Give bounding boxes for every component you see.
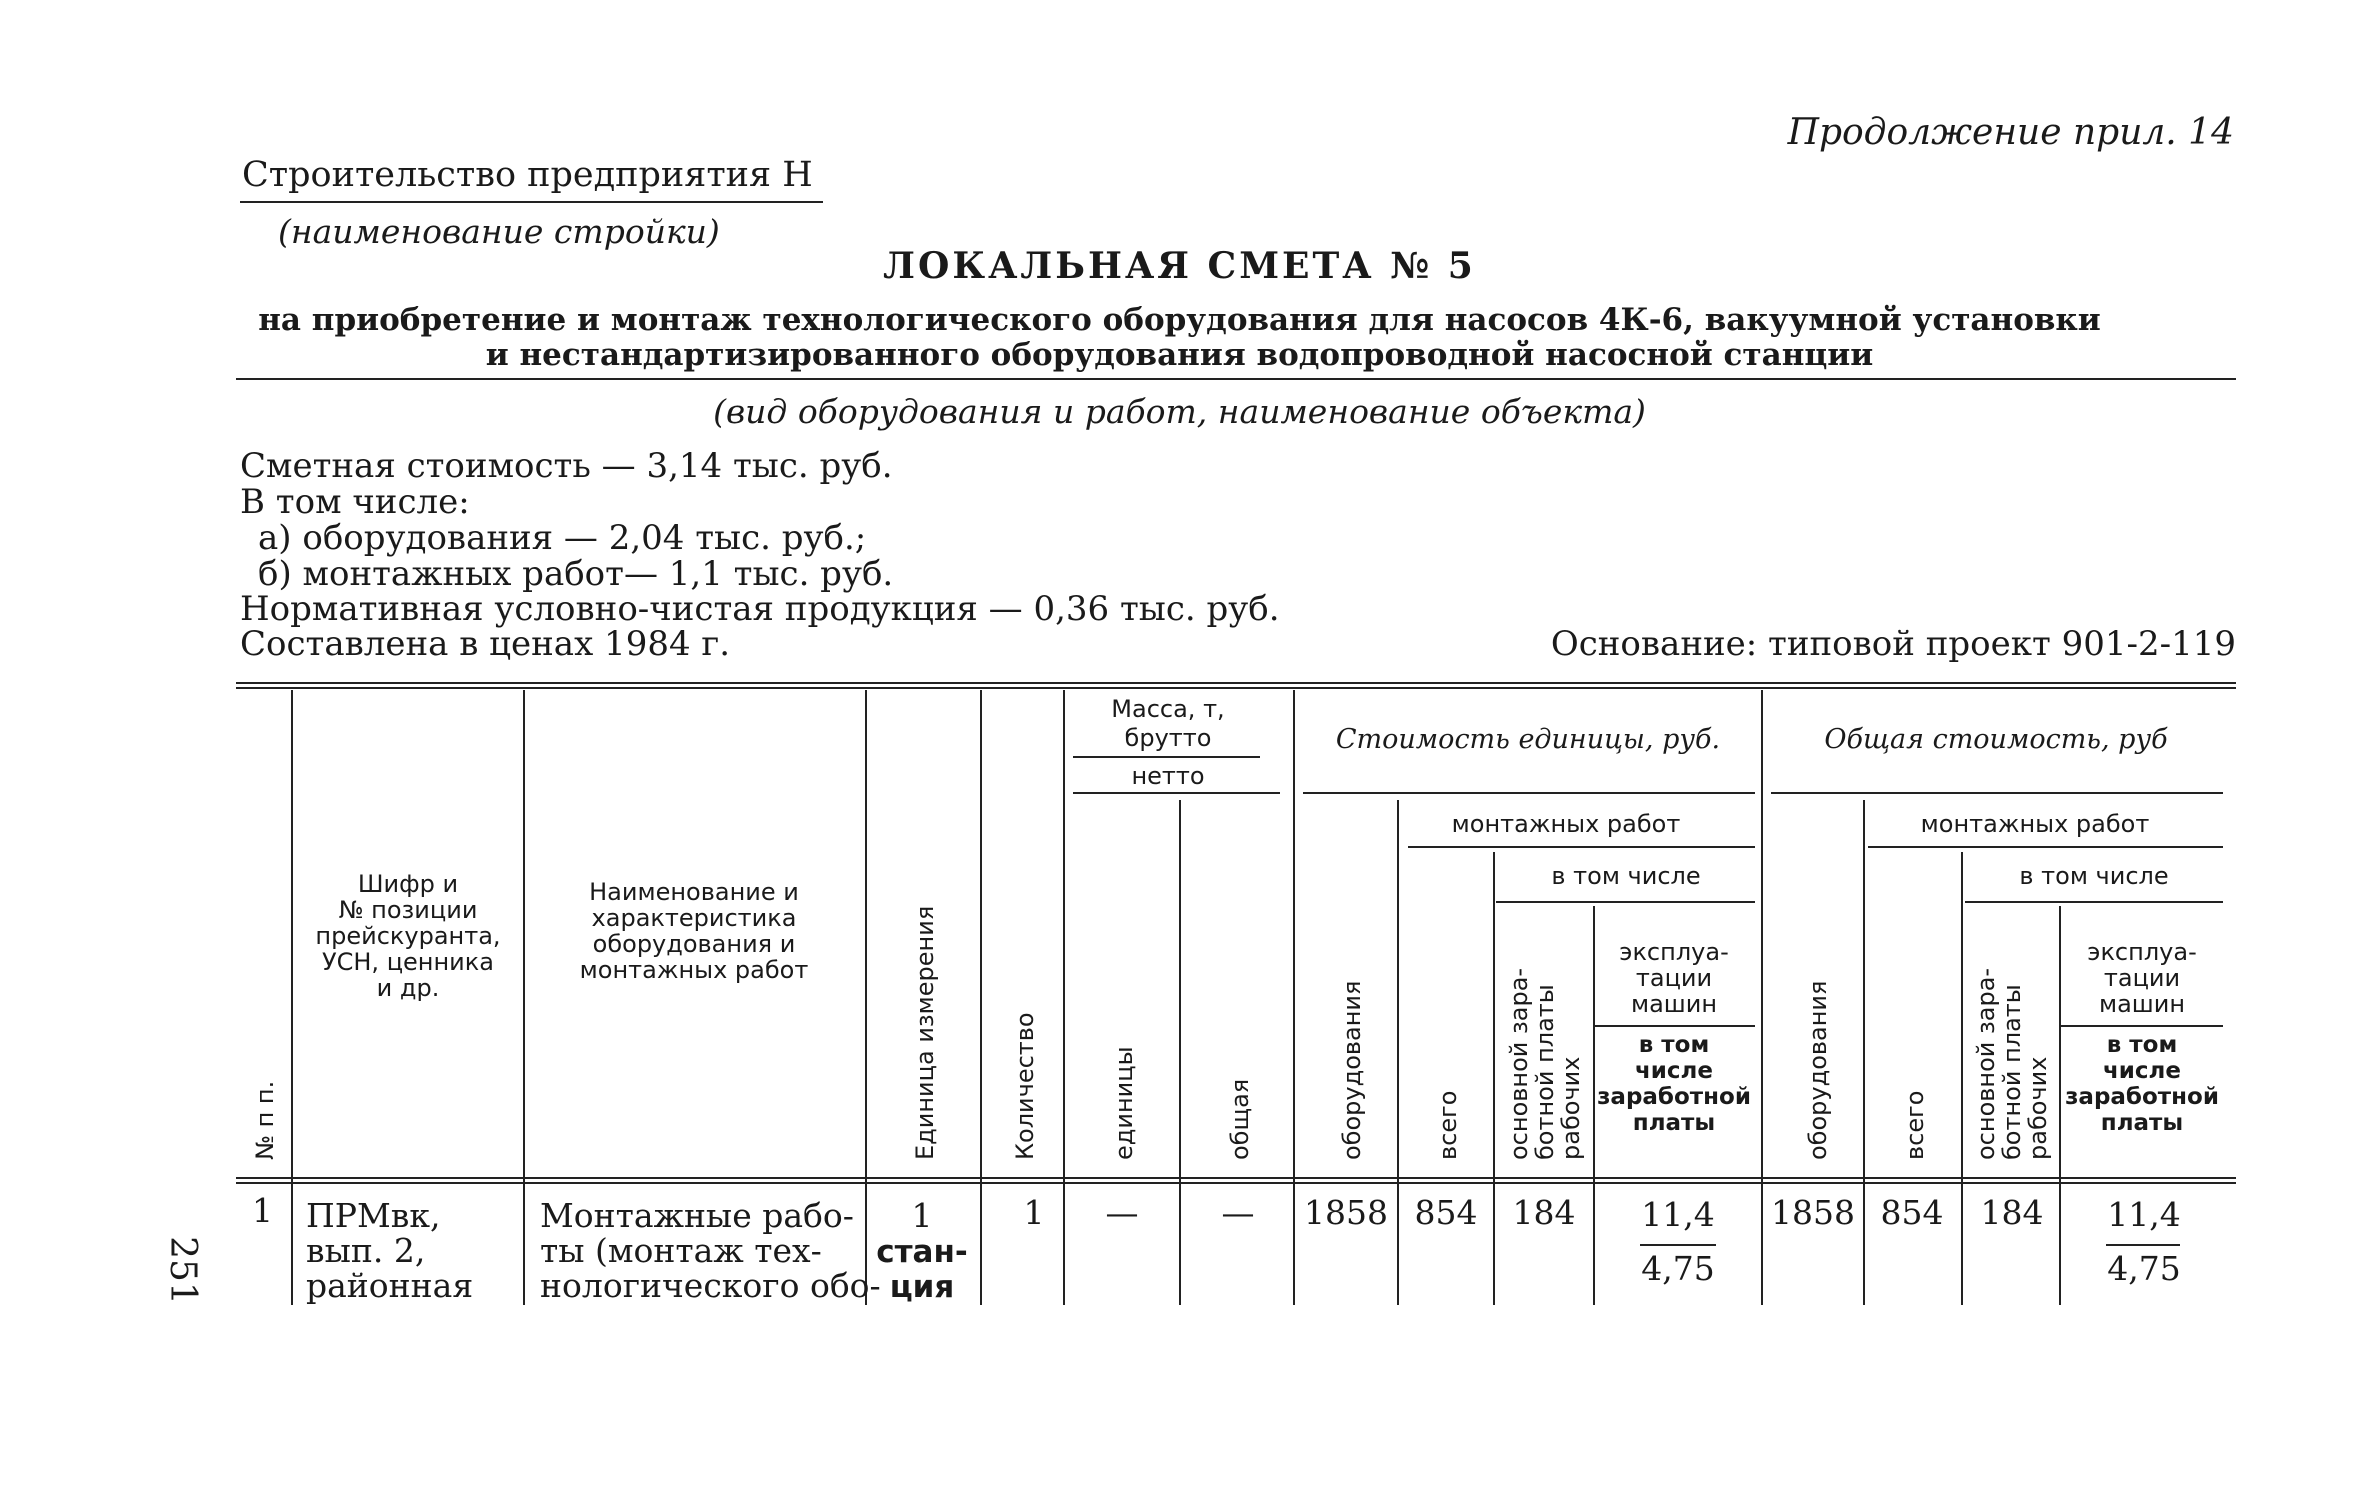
header-unit: Единица измерения — [911, 905, 939, 1160]
row-cipher: вып. 2, — [306, 1231, 426, 1270]
header-base-wage: ботной платы — [1531, 984, 1559, 1160]
header-name: монтажных работ — [579, 956, 809, 984]
row-unit-base-wage: 184 — [1512, 1193, 1576, 1232]
header-machine: машин — [1630, 990, 1718, 1018]
subject-caption: (вид оборудования и работ, наименование объекта) — [713, 392, 1646, 431]
row-unit: ция — [889, 1269, 955, 1305]
summary-line: б) монтажных работ— 1,1 тыс. руб. — [258, 554, 894, 594]
header-incl-wage: платы — [2100, 1110, 2184, 1136]
row-total-equipment: 1858 — [1771, 1193, 1855, 1232]
header-cipher: Шифр и — [357, 870, 459, 898]
row-total-machine-wage: 4,75 — [2107, 1249, 2181, 1288]
row-mass-total: — — [1221, 1193, 1255, 1232]
header-name: оборудования и — [592, 930, 796, 958]
header-machine: тации — [1635, 964, 1713, 992]
row-unit-machine-wage: 4,75 — [1641, 1249, 1715, 1288]
header-name: Наименование и — [589, 878, 799, 906]
header-incl-wage: платы — [1632, 1110, 1716, 1136]
row-unit: 1 — [911, 1196, 933, 1235]
header-num: № п п. — [251, 1080, 279, 1160]
page-number: 251 — [161, 1236, 203, 1305]
header-base-wage: ботной платы — [1998, 984, 2026, 1160]
row-cipher: районная — [306, 1266, 474, 1305]
header-equipment: оборудования — [1804, 980, 1832, 1160]
subject-line-1: на приобретение и монтаж технологического оборудования для насосов 4К-6, вакуумной установки — [258, 302, 2101, 338]
summary-line: Нормативная условно-чистая продукция — 0,36 тыс. руб. — [240, 589, 1280, 629]
header-incl-wage: числе — [2103, 1058, 2181, 1084]
row-name: ты (монтаж тех- — [540, 1231, 822, 1270]
header-machine: тации — [2103, 964, 2181, 992]
row-name: Монтажные рабо- — [540, 1196, 854, 1235]
row-total-install-total: 854 — [1880, 1193, 1944, 1232]
subject-line-2: и нестандартизированного оборудования водопроводной насосной станции — [485, 337, 1874, 373]
client-name: Строительство предприятия Н — [240, 155, 823, 203]
header-incl: в том числе — [1551, 862, 1701, 890]
header-base-wage: рабочих — [2024, 1056, 2052, 1160]
row-name: нологического обо- — [540, 1266, 881, 1305]
header-mass: Масса, т, — [1111, 695, 1225, 723]
header-install-total: всего — [1901, 1090, 1929, 1160]
row-total-base-wage: 184 — [1980, 1193, 2044, 1232]
header-machine: эксплуа- — [2087, 938, 2197, 966]
summary-line: Сметная стоимость — 3,14 тыс. руб. — [240, 446, 893, 486]
header-incl-wage: в том — [2106, 1032, 2178, 1058]
continuation-note: Продолжение прил. 14 — [1787, 112, 2234, 153]
header-install-total: всего — [1434, 1090, 1462, 1160]
header-mass-total: общая — [1226, 1078, 1254, 1160]
header-equipment: оборудования — [1338, 980, 1366, 1160]
header-incl: в том числе — [2019, 862, 2169, 890]
header-mass-netto: нетто — [1131, 762, 1205, 790]
header-incl-wage: в том — [1638, 1032, 1710, 1058]
row-unit: стан- — [876, 1234, 968, 1270]
header-mass-unit: единицы — [1110, 1046, 1138, 1160]
basis-note: Основание: типовой проект 901-2-119 — [1550, 624, 2236, 664]
row-mass-unit: — — [1105, 1193, 1139, 1232]
summary-line: а) оборудования — 2,04 тыс. руб.; — [258, 518, 867, 558]
header-base-wage: рабочих — [1557, 1056, 1585, 1160]
summary-line: Составлена в ценах 1984 г. — [240, 624, 731, 664]
row-unit-equipment: 1858 — [1304, 1193, 1388, 1232]
header-cipher: прейскуранта, — [315, 922, 501, 950]
header-base-wage: основной зара- — [1972, 967, 2000, 1160]
header-incl-wage: заработной — [1597, 1084, 1751, 1110]
header-cipher: № позиции — [338, 896, 478, 924]
header-cipher: и др. — [376, 974, 440, 1002]
header-install: монтажных работ — [1920, 810, 2150, 838]
header-total-cost: Общая стоимость, руб — [1824, 724, 2168, 755]
row-cipher: ПРМвк, — [306, 1196, 441, 1235]
header-cipher: УСН, ценника — [322, 948, 494, 976]
document-title: ЛОКАЛЬНАЯ СМЕТА № 5 — [883, 245, 1476, 287]
client-caption: (наименование стройки) — [278, 212, 720, 251]
header-incl-wage: числе — [1635, 1058, 1713, 1084]
summary-line: В том числе: — [240, 482, 470, 522]
header-machine: эксплуа- — [1619, 938, 1729, 966]
row-qty: 1 — [1023, 1193, 1045, 1232]
row-total-machine: 11,4 — [2107, 1195, 2181, 1234]
row-unit-install-total: 854 — [1414, 1193, 1478, 1232]
header-incl-wage: заработной — [2065, 1084, 2219, 1110]
header-unit-cost: Стоимость единицы, руб. — [1335, 724, 1721, 755]
header-install: монтажных работ — [1451, 810, 1681, 838]
row-num: 1 — [252, 1191, 273, 1230]
header-name: характеристика — [591, 904, 797, 932]
row-unit-machine: 11,4 — [1641, 1195, 1715, 1234]
header-base-wage: основной зара- — [1505, 967, 1533, 1160]
header-machine: машин — [2098, 990, 2186, 1018]
header-qty: Количество — [1011, 1012, 1039, 1160]
header-mass: брутто — [1124, 724, 1212, 752]
